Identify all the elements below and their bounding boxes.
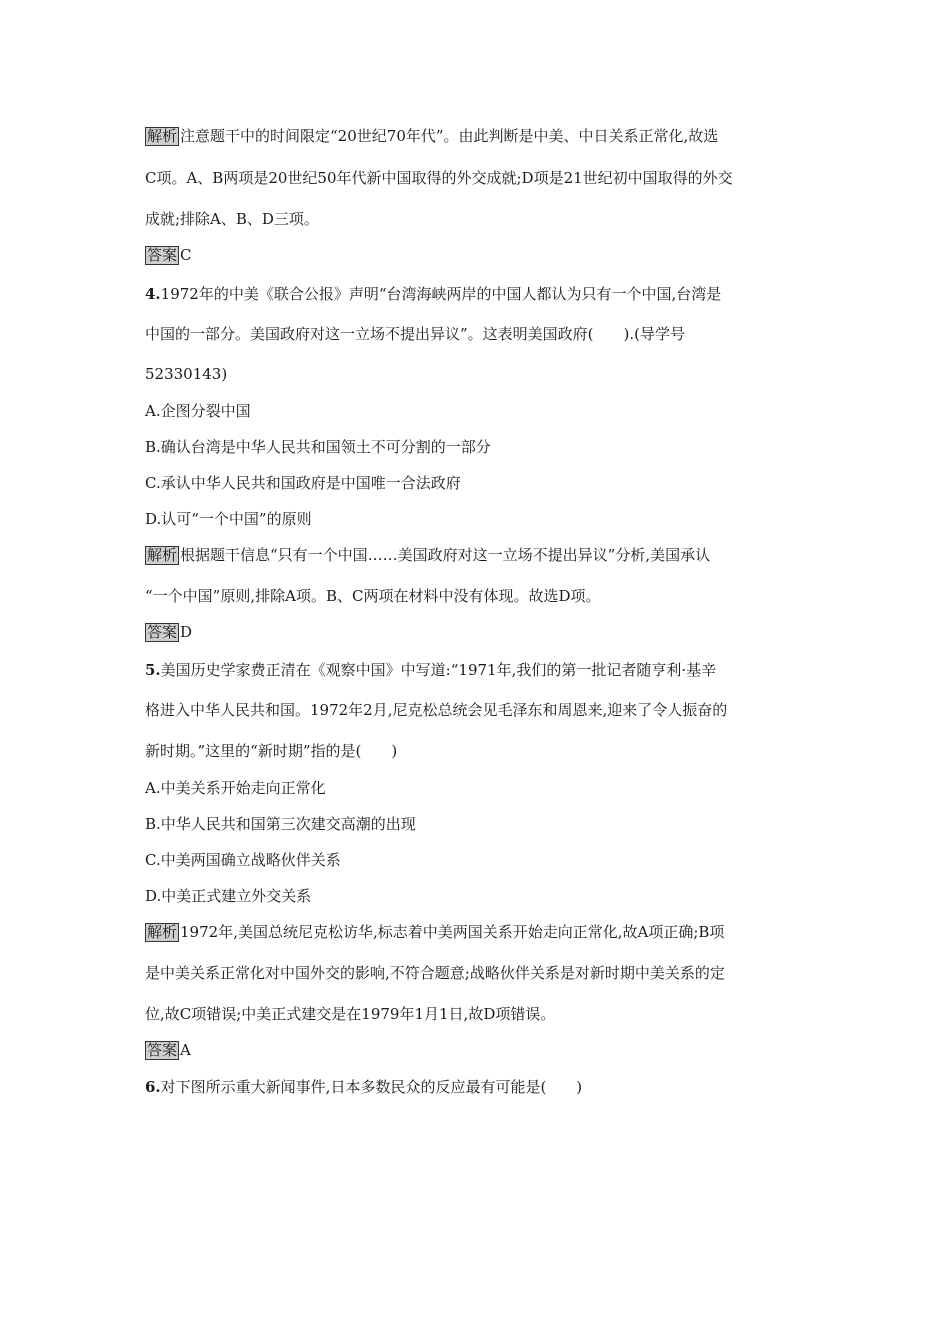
q4-answer: 答案 D <box>147 623 193 641</box>
q4-analysis-line-1: 解析 根据题干信息“只有一个中国……美国政府对这一立场不提出异议”分析,美国承认 <box>147 546 711 564</box>
answer-tag: 答案 <box>147 623 178 641</box>
analysis-tag: 解析 <box>147 546 178 564</box>
q5-analysis-line-3: 位,故C项错误;中美正式建交是在1979年1月1日,故D项错误。 <box>145 1005 556 1023</box>
q4-option-a: A.企图分裂中国 <box>145 402 251 420</box>
q5-option-b: B.中华人民共和国第三次建交高潮的出现 <box>145 815 416 833</box>
q5-option-a: A.中美关系开始走向正常化 <box>145 779 326 797</box>
q3-analysis-line-2: C项。A、B两项是20世纪50年代新中国取得的外交成就;D项是21世纪初中国取得的外交 <box>145 169 733 187</box>
q5-stem-line-2: 格进入中华人民共和国。1972年2月,尼克松总统会见毛泽东和周恩来,迎来了令人振奋的 <box>145 701 728 719</box>
q4-stem-line-1: 4.1972年的中美《联合公报》声明“台湾海峡两岸的中国人都认为只有一个中国,台湾是 <box>145 285 722 303</box>
q4-number: 4. <box>145 285 161 303</box>
q4-option-c: C.承认中华人民共和国政府是中国唯一合法政府 <box>145 474 461 492</box>
q5-analysis-line-2: 是中美关系正常化对中国外交的影响,不符合题意;战略伙伴关系是对新时期中美关系的定 <box>145 964 725 982</box>
analysis-tag: 解析 <box>147 127 178 145</box>
q6-stem: 6.对下图所示重大新闻事件,日本多数民众的反应最有可能是( ) <box>145 1078 583 1096</box>
answer-tag: 答案 <box>147 1041 178 1059</box>
q5-stem-line-3: 新时期。”这里的“新时期”指的是( ) <box>145 742 398 760</box>
q3-analysis-line-1: 解析 注意题干中的时间限定“20世纪70年代”。由此判断是中美、中日关系正常化,故选 <box>147 127 719 145</box>
q3-analysis-line-3: 成就;排除A、B、D三项。 <box>145 210 319 228</box>
q5-answer: 答案 A <box>147 1041 191 1059</box>
q5-option-c: C.中美两国确立战略伙伴关系 <box>145 851 341 869</box>
answer-tag: 答案 <box>147 246 178 264</box>
q4-option-b: B.确认台湾是中华人民共和国领土不可分割的一部分 <box>145 438 491 456</box>
q5-stem-line-1: 5.美国历史学家费正清在《观察中国》中写道:“1971年,我们的第一批记者随亨利·基辛 <box>145 661 717 679</box>
q4-option-d: D.认可“一个中国”的原则 <box>145 510 312 528</box>
q3-answer: 答案 C <box>147 246 192 264</box>
analysis-tag: 解析 <box>147 923 178 941</box>
q5-option-d: D.中美正式建立外交关系 <box>145 887 312 905</box>
q4-analysis-line-2: “一个中国”原则,排除A项。B、C两项在材料中没有体现。故选D项。 <box>145 587 601 605</box>
q5-analysis-line-1: 解析 1972年,美国总统尼克松访华,标志着中美两国关系开始走向正常化,故A项正确;B项 <box>147 923 725 941</box>
q4-stem-line-3: 52330143) <box>145 365 228 383</box>
q6-number: 6. <box>145 1078 161 1096</box>
q5-number: 5. <box>145 661 161 679</box>
q4-stem-line-2: 中国的一部分。美国政府对这一立场不提出异议”。这表明美国政府( ).(导学号 <box>145 325 685 343</box>
